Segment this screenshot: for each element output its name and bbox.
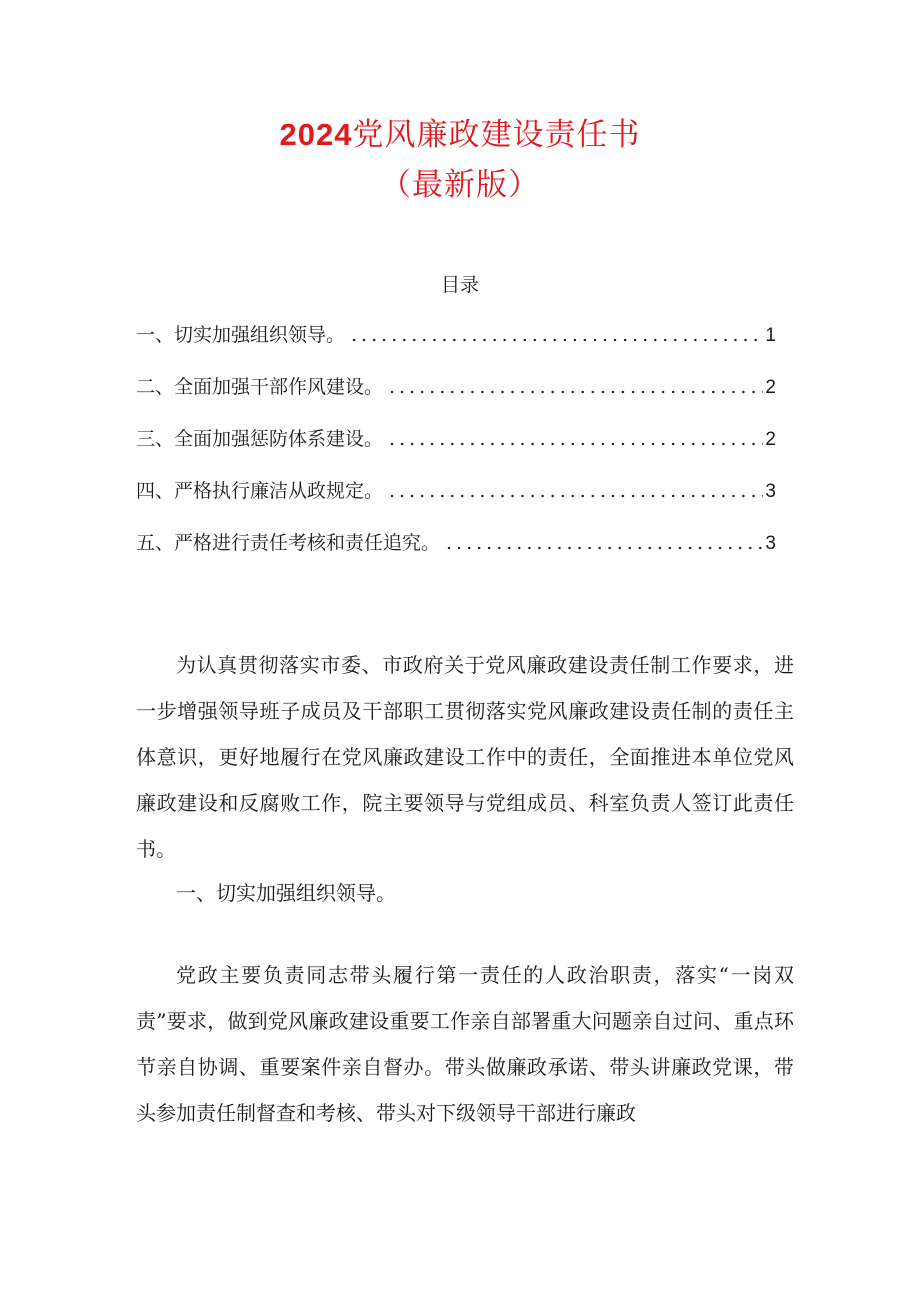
toc-item-1[interactable] [136,320,776,372]
intro-paragraph: 为认真贯彻落实市委、市政府关于党风廉政建设责任制工作要求，进一步增强领导班子成员及干部职工贯彻落实党风廉政建设责任制的责任主体意识，更好地履行在党风廉政建设工作中的责任，全面推进本单位党风廉政建设和反腐败工作，院主要领导与党组成员、科室负责人签订此责任书。 [136,653,794,861]
toc-item-label: 五、严格进行责任考核和责任追究。 [136,532,441,554]
toc-leader-dots [389,424,763,454]
toc-item-label: 一、切实加强组织领导。 [136,324,346,346]
section-one-heading: 一、切实加强组织领导。 [176,881,396,905]
toc-item-page: 2 [765,429,776,450]
toc-item-page: 3 [765,481,776,502]
document-title-block [0,110,920,210]
toc-item-page: 2 [765,377,776,398]
toc-item-3[interactable] [136,424,776,476]
toc-leader-dots [351,320,763,350]
toc-item-5[interactable] [136,528,776,580]
toc-leader-dots [389,372,763,402]
toc-item-4[interactable] [136,476,776,528]
toc-leader-dots [389,476,763,506]
toc-item-label: 二、全面加强干部作风建设。 [136,376,384,398]
table-of-contents [136,320,776,580]
toc-item-page: 3 [765,533,776,554]
toc-item-label: 四、严格执行廉洁从政规定。 [136,480,384,502]
toc-leader-dots [446,528,763,558]
toc-item-2[interactable] [136,372,776,424]
toc-item-page: 1 [765,325,776,346]
toc-item-label: 三、全面加强惩防体系建设。 [136,428,384,450]
section-one-paragraph: 党政主要负责同志带头履行第一责任的人政治职责，落实“一岗双责”要求，做到党风廉政建设重要工作亲自部署重大问题亲自过问、重点环节亲自协调、重要案件亲自督办。带头做廉政承诺、带头讲廉政党课，带头参加责任制督查和考核、带头对下级领导干部进行廉政 [136,963,794,1125]
title-main: 党风廉政建设责任书 [352,117,641,153]
title-year: 2024 [279,117,353,152]
toc-heading: 目录 [440,274,479,296]
document-subtitle: （最新版） [380,167,540,203]
document-title [0,110,920,160]
